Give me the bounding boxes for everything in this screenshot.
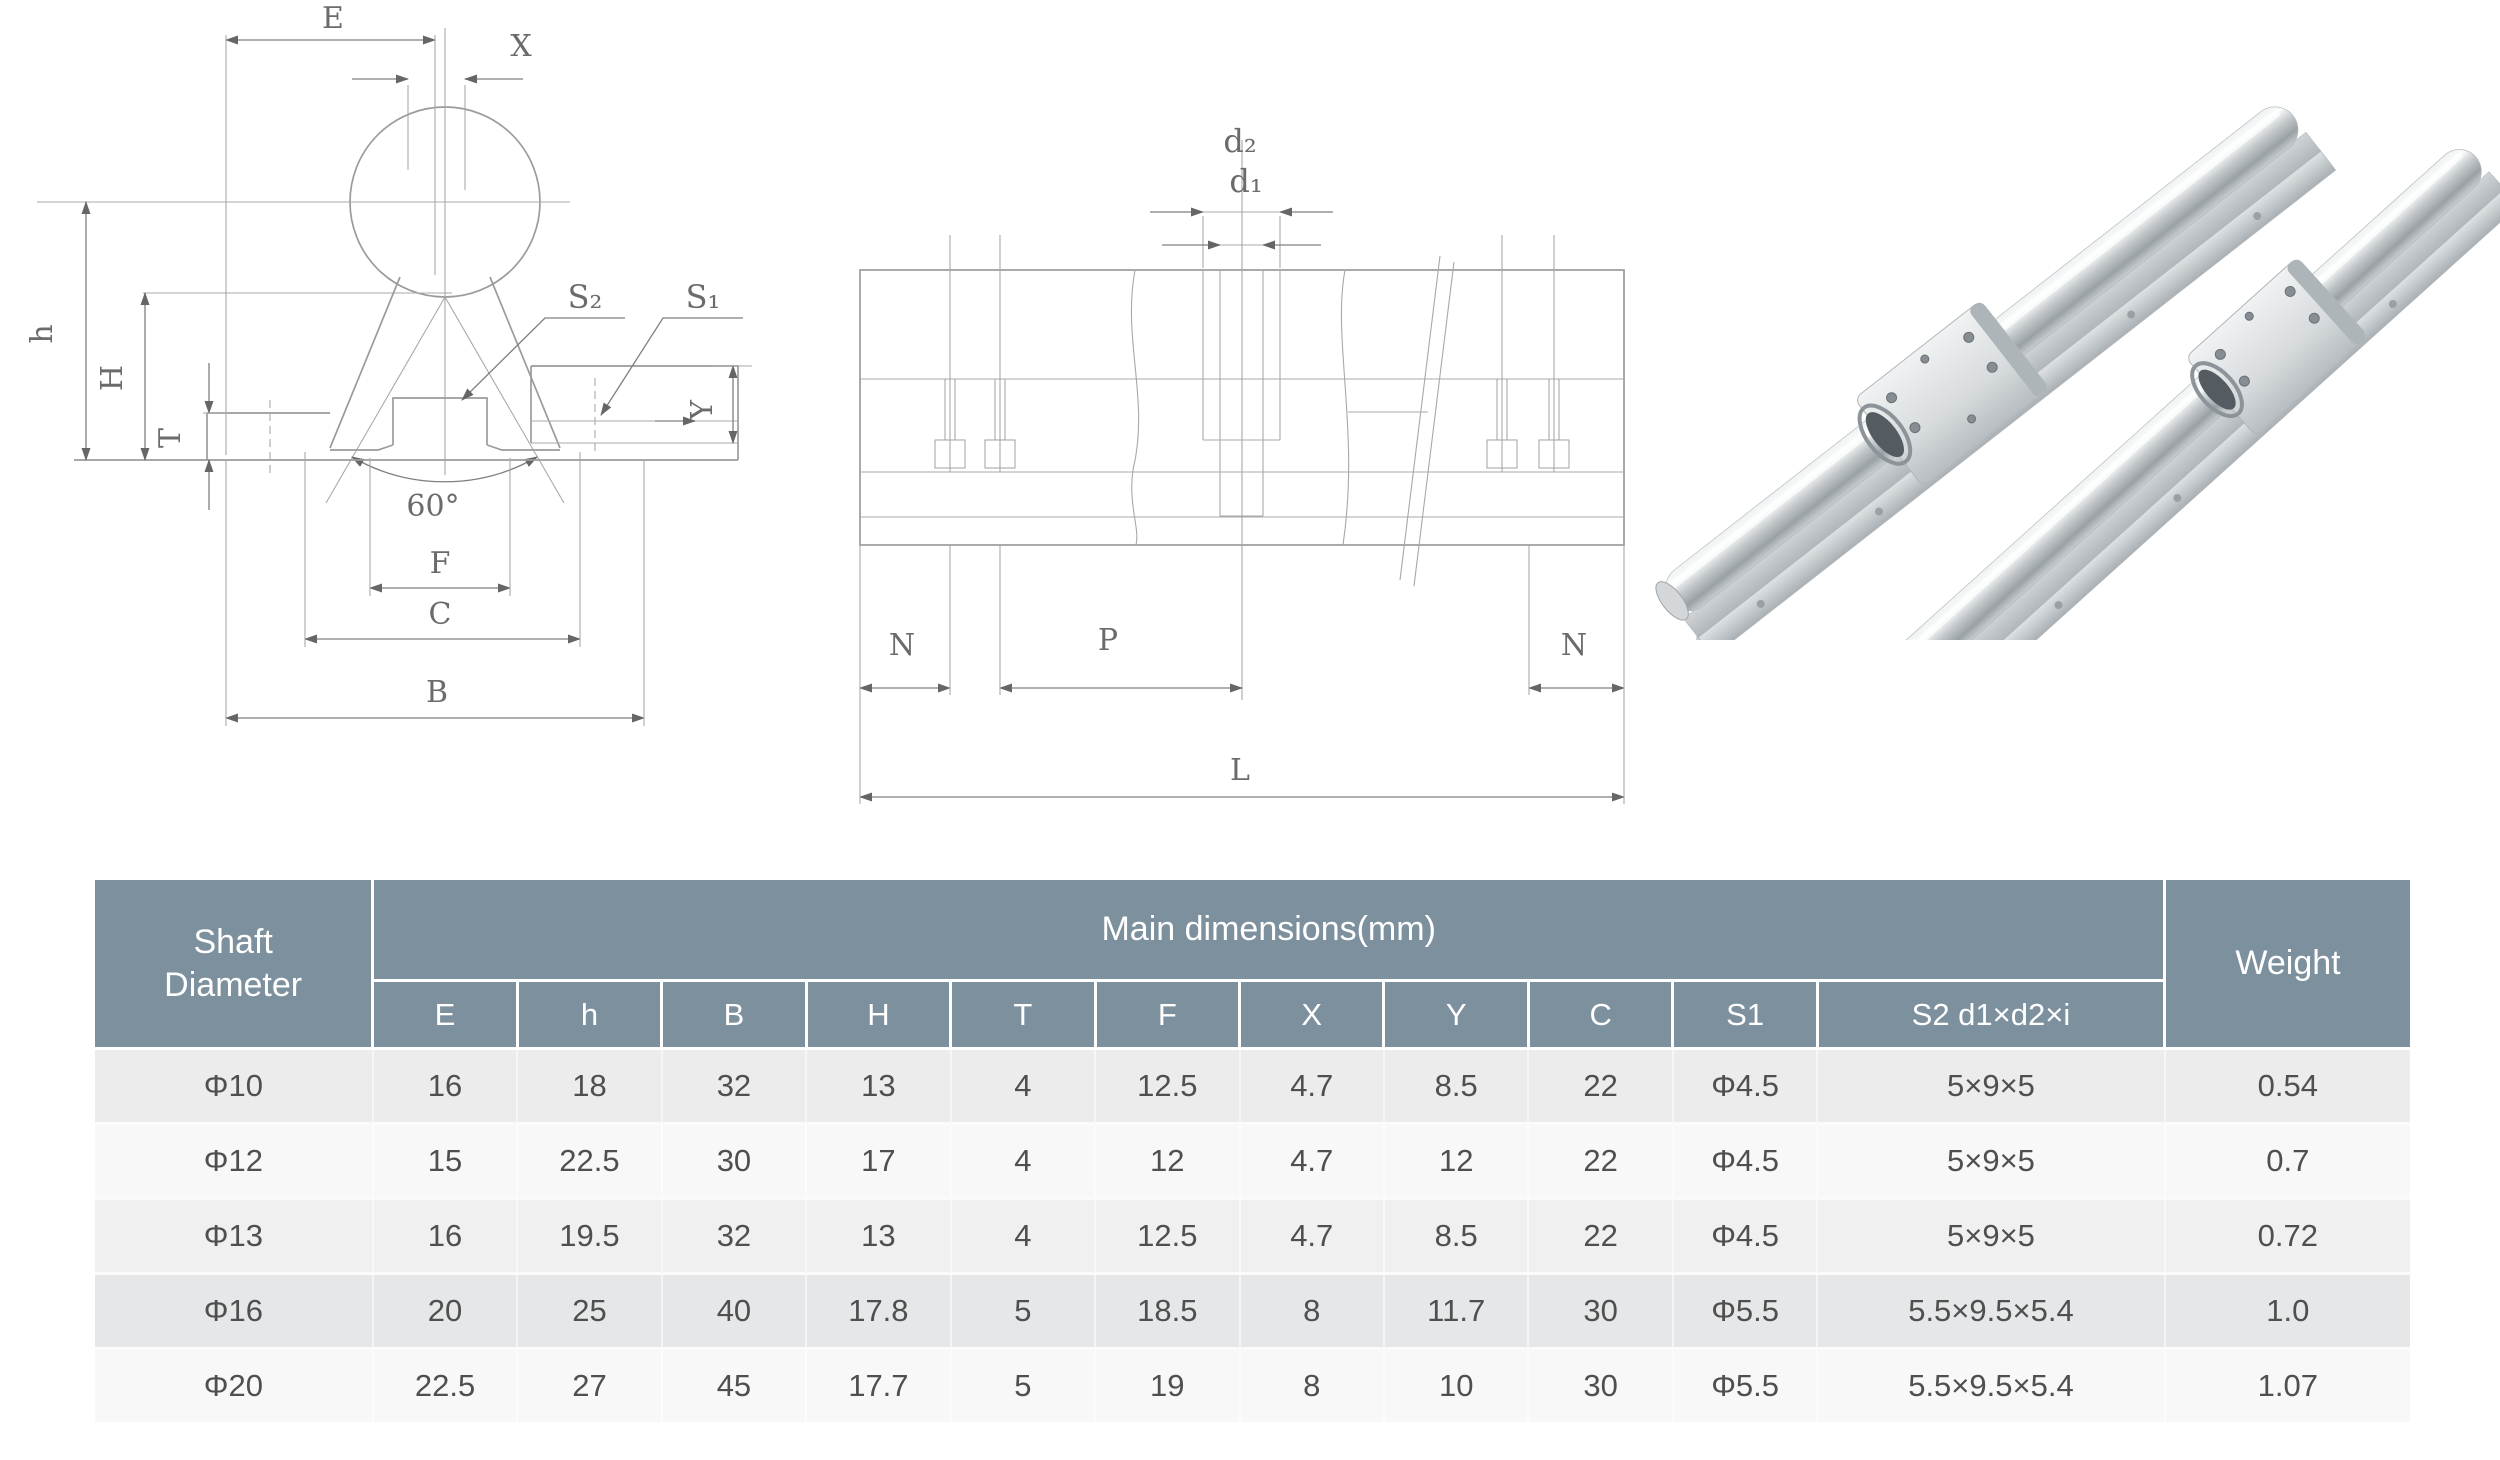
cell: 4: [951, 1124, 1095, 1199]
table-row-phi10: [95, 1049, 2410, 1124]
cell: 4: [951, 1199, 1095, 1274]
dim-label-L: L: [1230, 753, 1250, 788]
dim-label-S2: S₂: [567, 278, 603, 316]
dim-label-T: T: [153, 427, 188, 449]
col-header-weight: Weight: [2165, 880, 2410, 1049]
dim-label-S1: S₁: [685, 278, 721, 316]
dim-label-angle: 60°: [406, 489, 460, 524]
cell: 32: [662, 1199, 806, 1274]
cell: 11.7: [1384, 1274, 1528, 1349]
cell-weight: 1.0: [2165, 1274, 2410, 1349]
cross-section-geometry: [37, 28, 738, 503]
spec-table: [95, 880, 2410, 1422]
col-header-Y: Y: [1384, 981, 1528, 1049]
cell: Φ4.5: [1673, 1199, 1817, 1274]
cell: 5.5×9.5×5.4: [1817, 1274, 2164, 1349]
cell: 16: [373, 1199, 517, 1274]
dim-label-B: B: [425, 675, 449, 710]
col-header-F: F: [1095, 981, 1239, 1049]
cell-shaft: Φ20: [95, 1349, 373, 1423]
cell: 8: [1240, 1274, 1384, 1349]
cell: 10: [1384, 1349, 1528, 1423]
cell: 5: [951, 1274, 1095, 1349]
col-header-X: X: [1240, 981, 1384, 1049]
cell: 22.5: [373, 1349, 517, 1423]
dim-label-h: h: [25, 324, 60, 344]
dim-label-N-left: N: [888, 628, 916, 663]
cell: 30: [1528, 1274, 1672, 1349]
dim-label-d1: d₁: [1229, 162, 1263, 200]
col-header-h: h: [517, 981, 661, 1049]
cell: 4.7: [1240, 1049, 1384, 1124]
col-header-C: C: [1528, 981, 1672, 1049]
cell: 15: [373, 1124, 517, 1199]
cell: 19: [1095, 1349, 1239, 1423]
cell: 18: [517, 1049, 661, 1124]
cell: Φ4.5: [1673, 1049, 1817, 1124]
cell: Φ5.5: [1673, 1274, 1817, 1349]
cell: 12: [1095, 1124, 1239, 1199]
cell-weight: 1.07: [2165, 1349, 2410, 1423]
cell: 5: [951, 1349, 1095, 1423]
side-view-geometry: [860, 140, 1624, 700]
cell: 13: [806, 1049, 950, 1124]
cell: 13: [806, 1199, 950, 1274]
cell-weight: 0.7: [2165, 1124, 2410, 1199]
cell: 22: [1528, 1049, 1672, 1124]
cell-weight: 0.54: [2165, 1049, 2410, 1124]
dim-label-Y: Y: [685, 400, 720, 420]
cross-section-drawing: [0, 0, 760, 740]
cell: 5×9×5: [1817, 1049, 2164, 1124]
cell: 22: [1528, 1199, 1672, 1274]
table-row-phi16: [95, 1274, 2410, 1349]
cell: Φ4.5: [1673, 1124, 1817, 1199]
dim-label-X: X: [510, 29, 532, 64]
table-row-phi13: [95, 1199, 2410, 1274]
cell: 25: [517, 1274, 661, 1349]
cross-section-dimensions: [25, 1, 752, 726]
cell: 16: [373, 1049, 517, 1124]
col-header-T: T: [951, 981, 1095, 1049]
cell-shaft: Φ10: [95, 1049, 373, 1124]
cell: 17: [806, 1124, 950, 1199]
col-header-H: H: [806, 981, 950, 1049]
cell: 8.5: [1384, 1049, 1528, 1124]
cell: 12.5: [1095, 1049, 1239, 1124]
cell: 32: [662, 1049, 806, 1124]
cell: 17.8: [806, 1274, 950, 1349]
cell: 30: [662, 1124, 806, 1199]
col-header-E: E: [373, 981, 517, 1049]
cell: 12.5: [1095, 1199, 1239, 1274]
dim-label-E: E: [322, 1, 344, 36]
cell: 17.7: [806, 1349, 950, 1423]
cell: 4.7: [1240, 1199, 1384, 1274]
col-header-B: B: [662, 981, 806, 1049]
dim-label-N-right: N: [1560, 628, 1588, 663]
cell-shaft: Φ13: [95, 1199, 373, 1274]
cell: 5×9×5: [1817, 1199, 2164, 1274]
cell-weight: 0.72: [2165, 1199, 2410, 1274]
cell: 12: [1384, 1124, 1528, 1199]
col-group-header-main-dimensions: Main dimensions(mm): [373, 880, 2165, 981]
cell: 45: [662, 1349, 806, 1423]
dim-label-P: P: [1097, 623, 1119, 658]
dim-label-d2: d₂: [1223, 122, 1257, 160]
dim-label-C: C: [428, 597, 452, 632]
side-view-drawing: [840, 80, 1660, 840]
cell: 19.5: [517, 1199, 661, 1274]
cell: 40: [662, 1274, 806, 1349]
cell-shaft: Φ16: [95, 1274, 373, 1349]
cell: Φ5.5: [1673, 1349, 1817, 1423]
cell: 5.5×9.5×5.4: [1817, 1349, 2164, 1423]
cell: 8: [1240, 1349, 1384, 1423]
cell: 22: [1528, 1124, 1672, 1199]
cell: 8.5: [1384, 1199, 1528, 1274]
cell: 5×9×5: [1817, 1124, 2164, 1199]
table-row-phi20: [95, 1349, 2410, 1423]
table-row-phi12: [95, 1124, 2410, 1199]
cell: 22.5: [517, 1124, 661, 1199]
dim-label-F: F: [429, 546, 451, 581]
col-header-shaft-diameter: Shaft Diameter: [95, 880, 373, 1049]
dim-label-H: H: [95, 364, 130, 392]
col-header-S2-d1-d2-i: S2 d1×d2×i: [1817, 981, 2164, 1049]
cell: 20: [373, 1274, 517, 1349]
col-header-S1: S1: [1673, 981, 1817, 1049]
cell: 4: [951, 1049, 1095, 1124]
cell: 27: [517, 1349, 661, 1423]
cell: 30: [1528, 1349, 1672, 1423]
product-photo: [1650, 0, 2500, 640]
cell: 4.7: [1240, 1124, 1384, 1199]
cell: 18.5: [1095, 1274, 1239, 1349]
cell-shaft: Φ12: [95, 1124, 373, 1199]
